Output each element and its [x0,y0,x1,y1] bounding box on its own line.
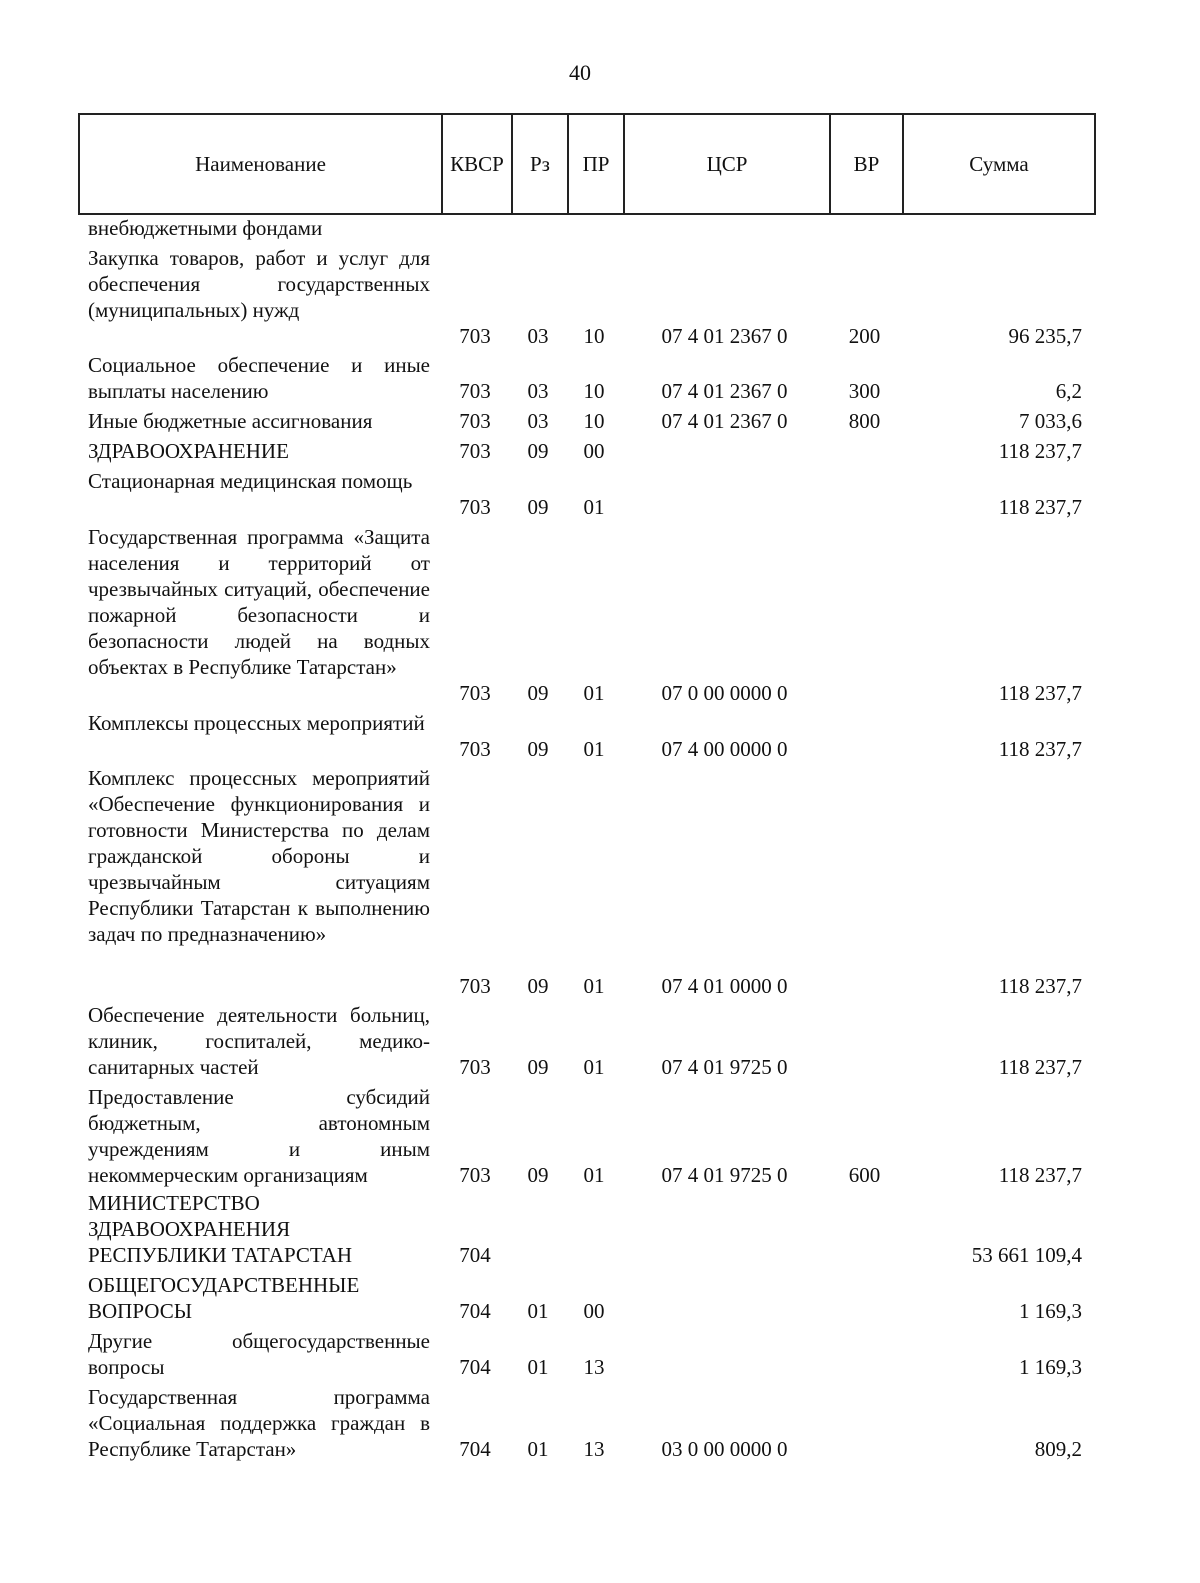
row-kvsr: 703 [459,681,491,705]
row-name: Закупка товаров, работ и услуг для обеспечения государственных (муниципальных) нужд [88,246,430,322]
row-vr: 800 [848,409,881,433]
row-name: ЗДРАВООХРАНЕНИЕ [88,439,289,463]
row-vr: 200 [848,324,881,348]
row-sum: 7 033,6 [1019,409,1082,433]
row-rz: 09 [527,737,549,761]
header-kvsr: КВСР [442,114,512,214]
row-rz: 09 [527,495,549,519]
row-kvsr: 703 [459,974,491,998]
row-rz: 09 [527,439,549,463]
row-name: Государственная программа «Защита населения и территорий от чрезвычайных ситуаций, обеспечение пожарной безопасности и безопасности людей на водных объектах в Республике Татарстан» [88,525,430,679]
row-rz: 03 [527,379,549,403]
row-rz: 09 [527,974,549,998]
row-pr: 10 [583,409,605,433]
page-number: 40 [569,60,591,85]
row-name: внебюджетными фондами [88,216,323,240]
row-pr: 01 [583,495,605,519]
row-pr: 01 [583,1055,605,1079]
row-kvsr: 703 [459,324,491,348]
row-name: Социальное обеспечение и иные выплаты населению [88,353,430,403]
row-sum: 118 237,7 [998,974,1082,998]
row-rz: 09 [527,1055,549,1079]
row-rz: 01 [527,1437,549,1461]
row-csr: 07 0 00 0000 0 [661,681,788,705]
row-csr: 07 4 01 2367 0 [661,379,788,403]
row-sum: 118 237,7 [998,1163,1082,1187]
row-csr: 07 4 01 2367 0 [661,324,788,348]
row-kvsr: 704 [459,1355,491,1379]
header-vr: ВР [830,114,903,214]
row-sum: 118 237,7 [998,495,1082,519]
header-csr: ЦСР [624,114,830,214]
row-pr: 01 [583,974,605,998]
row-pr: 10 [583,379,605,403]
row-sum: 118 237,7 [998,737,1082,761]
row-kvsr: 704 [459,1243,491,1267]
header-rz: Рз [512,114,568,214]
row-name: Комплекс процессных мероприятий «Обеспечение функционирования и готовности Министерства по делам гражданской обороны и чрезвычайным ситуациям Республики Татарстан к выполнению задач по предназначению» [88,766,430,946]
row-name: Предоставление субсидий бюджетным, автономным учреждениям и иным некоммерческим организациям [88,1085,430,1187]
row-pr: 10 [583,324,605,348]
row-kvsr: 703 [459,737,491,761]
row-csr: 07 4 01 9725 0 [661,1055,788,1079]
row-name: Другие общегосударственные вопросы [88,1329,430,1379]
row-kvsr: 703 [459,379,491,403]
row-kvsr: 704 [459,1299,491,1323]
row-csr: 07 4 01 9725 0 [661,1163,788,1187]
row-csr: 03 0 00 0000 0 [661,1437,788,1461]
row-name: Комплексы процессных мероприятий [88,711,425,735]
row-sum: 809,2 [1034,1437,1082,1461]
row-csr: 07 4 00 0000 0 [661,737,788,761]
row-pr: 01 [583,737,605,761]
row-sum: 96 235,7 [1008,324,1082,348]
row-kvsr: 704 [459,1437,491,1461]
row-pr: 13 [583,1355,605,1379]
row-rz: 01 [527,1299,549,1323]
row-rz: 01 [527,1355,549,1379]
row-sum: 6,2 [1055,379,1082,403]
row-pr: 01 [583,681,605,705]
row-kvsr: 703 [459,409,491,433]
row-sum: 118 237,7 [998,439,1082,463]
row-sum: 118 237,7 [998,681,1082,705]
row-pr: 01 [583,1163,605,1187]
row-rz: 09 [527,1163,549,1187]
row-sum: 1 169,3 [1019,1299,1082,1323]
row-name: Стационарная медицинская помощь [88,469,413,493]
row-name: ОБЩЕГОСУДАРСТВЕННЫЕ ВОПРОСЫ [88,1273,360,1323]
row-vr: 600 [848,1163,881,1187]
row-csr: 07 4 01 2367 0 [661,409,788,433]
row-sum: 53 661 109,4 [971,1243,1082,1267]
row-csr: 07 4 01 0000 0 [661,974,788,998]
row-vr: 300 [848,379,881,403]
row-rz: 03 [527,409,549,433]
row-kvsr: 703 [459,1163,491,1187]
row-pr: 13 [583,1437,605,1461]
row-name: МИНИСТЕРСТВО ЗДРАВООХРАНЕНИЯ РЕСПУБЛИКИ ТАТАРСТАН [88,1191,353,1267]
row-rz: 03 [527,324,549,348]
header-pr: ПР [568,114,624,214]
row-pr: 00 [583,1299,605,1323]
row-sum: 1 169,3 [1019,1355,1082,1379]
row-kvsr: 703 [459,1055,491,1079]
row-pr: 00 [583,439,605,463]
row-name: Государственная программа «Социальная поддержка граждан в Республике Татарстан» [88,1385,430,1461]
header-sum: Сумма [903,114,1095,214]
row-sum: 118 237,7 [998,1055,1082,1079]
table-header [78,113,1096,215]
row-kvsr: 703 [459,439,491,463]
row-kvsr: 703 [459,495,491,519]
row-name: Иные бюджетные ассигнования [88,409,373,433]
header-name: Наименование [79,114,442,214]
row-rz: 09 [527,681,549,705]
row-name: Обеспечение деятельности больниц, клиник, госпиталей, медико-санитарных частей [88,1003,430,1079]
